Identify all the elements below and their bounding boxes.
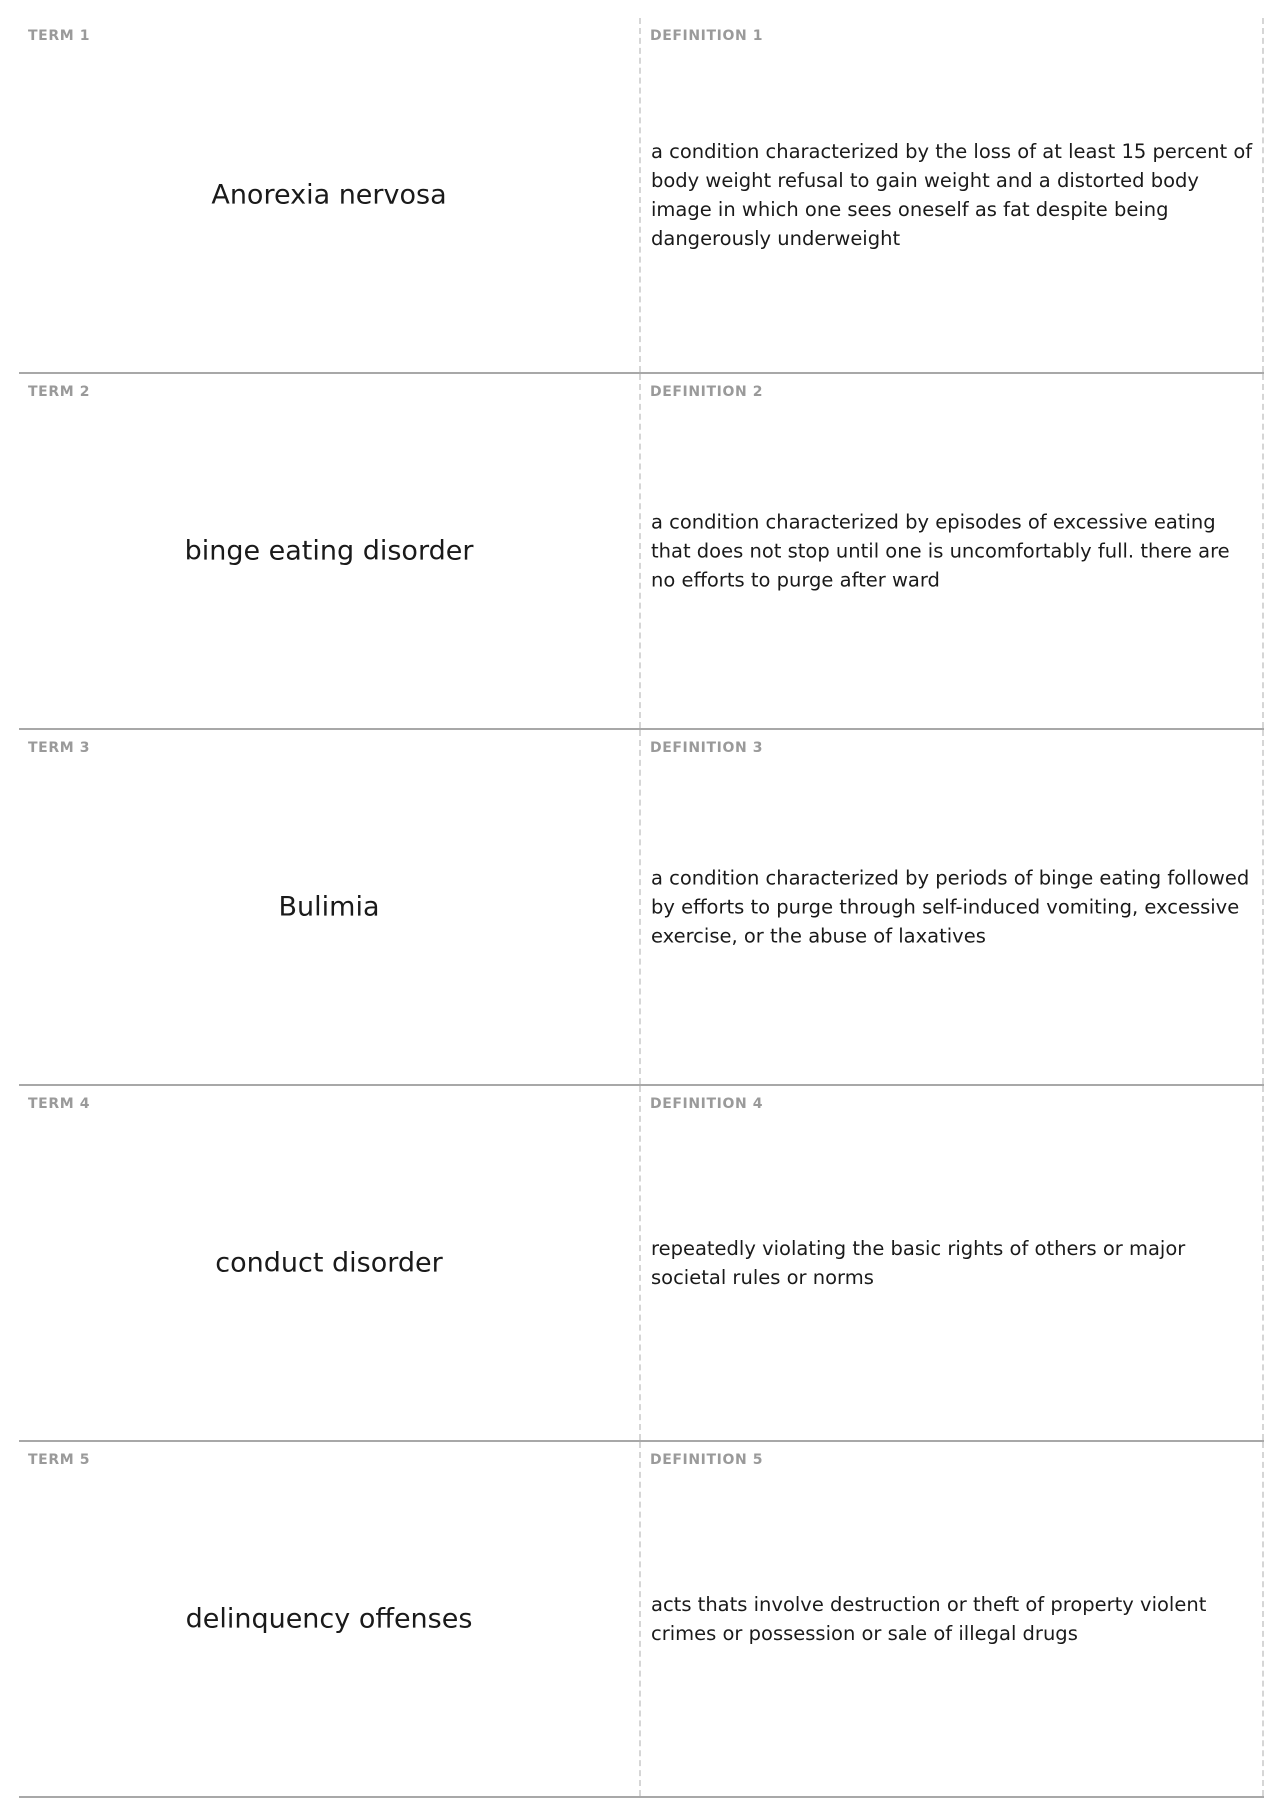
definition-label: DEFINITION 5 xyxy=(650,1452,764,1468)
definition-text: a condition characterized by episodes of excessive eating that does not stop until one is uncomfortably full. there are no efforts to purge after ward xyxy=(651,510,1230,592)
term-cell xyxy=(19,18,641,372)
definition-cell xyxy=(641,1442,1264,1796)
term-text: delinquency offenses xyxy=(185,1603,473,1635)
flashcard-row xyxy=(19,18,1264,374)
term-label: TERM 1 xyxy=(28,28,91,44)
definition-text: a condition characterized by periods of binge eating followed by efforts to purge through self-induced vomiting, excessive exercise, or the abuse of laxatives xyxy=(651,866,1250,948)
definition-label: DEFINITION 1 xyxy=(650,28,764,44)
term-text: binge eating disorder xyxy=(184,535,474,567)
term-text: Anorexia nervosa xyxy=(211,179,447,211)
term-cell xyxy=(19,730,641,1084)
flashcard-row xyxy=(19,1086,1264,1442)
definition-text: repeatedly violating the basic rights of others or major societal rules or norms xyxy=(651,1237,1186,1289)
flashcard-row xyxy=(19,374,1264,730)
definition-cell xyxy=(641,1086,1264,1440)
flashcard-sheet xyxy=(19,18,1264,1798)
term-text: Bulimia xyxy=(278,891,380,923)
flashcard-row xyxy=(19,730,1264,1086)
term-label: TERM 3 xyxy=(28,740,91,756)
term-label: TERM 5 xyxy=(28,1452,91,1468)
flashcard-row xyxy=(19,1442,1264,1798)
term-cell xyxy=(19,374,641,728)
definition-cell xyxy=(641,18,1264,372)
term-text: conduct disorder xyxy=(215,1247,443,1279)
definition-cell xyxy=(641,730,1264,1084)
definition-label: DEFINITION 4 xyxy=(650,1096,764,1112)
definition-text: acts thats involve destruction or theft of property violent crimes or possession or sale of illegal drugs xyxy=(651,1593,1207,1645)
term-label: TERM 4 xyxy=(28,1096,91,1112)
definition-label: DEFINITION 3 xyxy=(650,740,764,756)
term-label: TERM 2 xyxy=(28,384,91,400)
definition-text: a condition characterized by the loss of at least 15 percent of body weight refusal to gain weight and a distorted body image in which one sees oneself as fat despite being dangerously underweight xyxy=(651,140,1253,250)
definition-cell xyxy=(641,374,1264,728)
definition-label: DEFINITION 2 xyxy=(650,384,764,400)
term-cell xyxy=(19,1442,641,1796)
term-cell xyxy=(19,1086,641,1440)
